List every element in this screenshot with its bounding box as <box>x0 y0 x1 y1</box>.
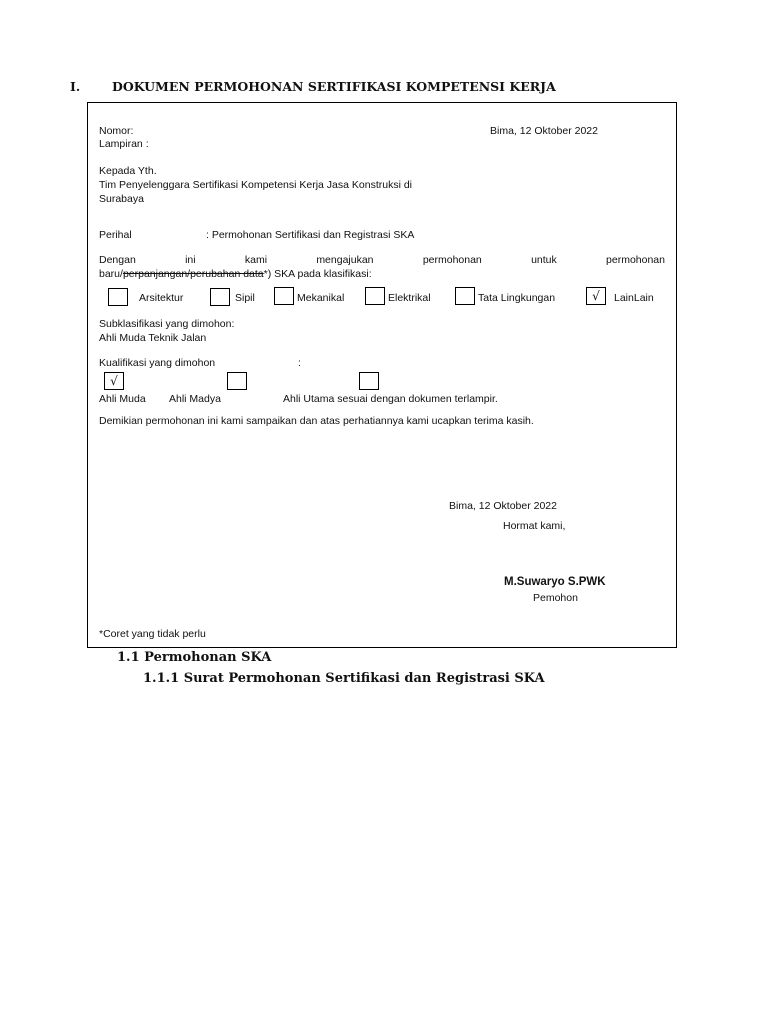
closing-salutation: Hormat kami, <box>503 520 566 532</box>
body-word: permohonan <box>606 254 665 266</box>
checkbox-arsitektur[interactable] <box>108 288 128 306</box>
kualifikasi-label: Kualifikasi yang dimohon <box>99 357 216 369</box>
body-word: permohonan <box>422 254 482 266</box>
checkbox-ahli-utama[interactable] <box>359 372 379 390</box>
body-klasifikasi: *) SKA pada klasifikasi: <box>263 268 372 280</box>
body-line-1 <box>99 254 665 266</box>
signer-name: M.Suwaryo S.PWK <box>504 576 606 588</box>
checkbox-mekanikal[interactable] <box>274 287 294 305</box>
recipient-line-2: Surabaya <box>99 193 144 205</box>
checkbox-elektrikal[interactable] <box>365 287 385 305</box>
checkbox-ahli-muda[interactable]: √ <box>104 372 124 390</box>
label-ahli-muda: Ahli Muda <box>99 393 146 405</box>
section-number: I. <box>70 79 81 94</box>
label-ahli-madya: Ahli Madya <box>169 393 221 405</box>
perihal-value: : Permohonan Sertifikasi dan Registrasi SKA <box>206 229 415 241</box>
date-top: Bima, 12 Oktober 2022 <box>490 125 598 137</box>
footnote: *Coret yang tidak perlu <box>99 628 206 640</box>
label-tata-lingkungan: Tata Lingkungan <box>478 292 556 304</box>
label-arsitektur: Arsitektur <box>139 292 184 304</box>
heading-1-1: 1.1 Permohonan SKA <box>117 650 272 665</box>
checkbox-lain-lain[interactable]: √ <box>586 287 606 305</box>
recipient-line-1: Tim Penyelenggara Sertifikasi Kompetensi Kerja Jasa Konstruksi di <box>99 179 413 191</box>
lampiran-label: Lampiran : <box>99 138 149 150</box>
label-elektrikal: Elektrikal <box>388 292 431 304</box>
checkbox-sipil[interactable] <box>210 288 230 306</box>
body-word: mengajukan <box>316 254 374 266</box>
date-bottom: Bima, 12 Oktober 2022 <box>449 500 557 512</box>
body-word: untuk <box>531 254 557 266</box>
section-title: DOKUMEN PERMOHONAN SERTIFIKASI KOMPETENSI KERJA <box>112 79 556 94</box>
body-word: Dengan <box>99 254 136 266</box>
subklasifikasi-label: Subklasifikasi yang dimohon: <box>99 318 235 330</box>
heading-1-1-1: 1.1.1 Surat Permohonan Sertifikasi dan Registrasi SKA <box>143 671 545 686</box>
body-word: ini <box>185 254 196 266</box>
body-baru: baru/ <box>99 268 123 280</box>
label-mekanikal: Mekanikal <box>297 292 345 304</box>
body-line-2 <box>99 268 372 280</box>
subklasifikasi-value: Ahli Muda Teknik Jalan <box>99 332 207 344</box>
kualifikasi-colon: : <box>298 357 301 369</box>
body-word: kami <box>244 254 268 266</box>
nomor-label: Nomor: <box>99 125 134 137</box>
checkbox-ahli-madya[interactable] <box>227 372 247 390</box>
closing-text: Demikian permohonan ini kami sampaikan dan atas perhatiannya kami ucapkan terima kasih. <box>99 415 534 427</box>
signer-role: Pemohon <box>533 592 578 604</box>
kepada-label: Kepada Yth. <box>99 165 157 177</box>
label-lain-lain: LainLain <box>614 292 654 304</box>
label-sipil: Sipil <box>235 292 255 304</box>
checkbox-tata-lingkungan[interactable] <box>455 287 475 305</box>
perihal-label: Perihal <box>99 229 132 241</box>
body-struck-text: perpanjangan/perubahan data <box>122 268 264 280</box>
label-ahli-utama: Ahli Utama sesuai dengan dokumen terlampir. <box>283 393 498 405</box>
